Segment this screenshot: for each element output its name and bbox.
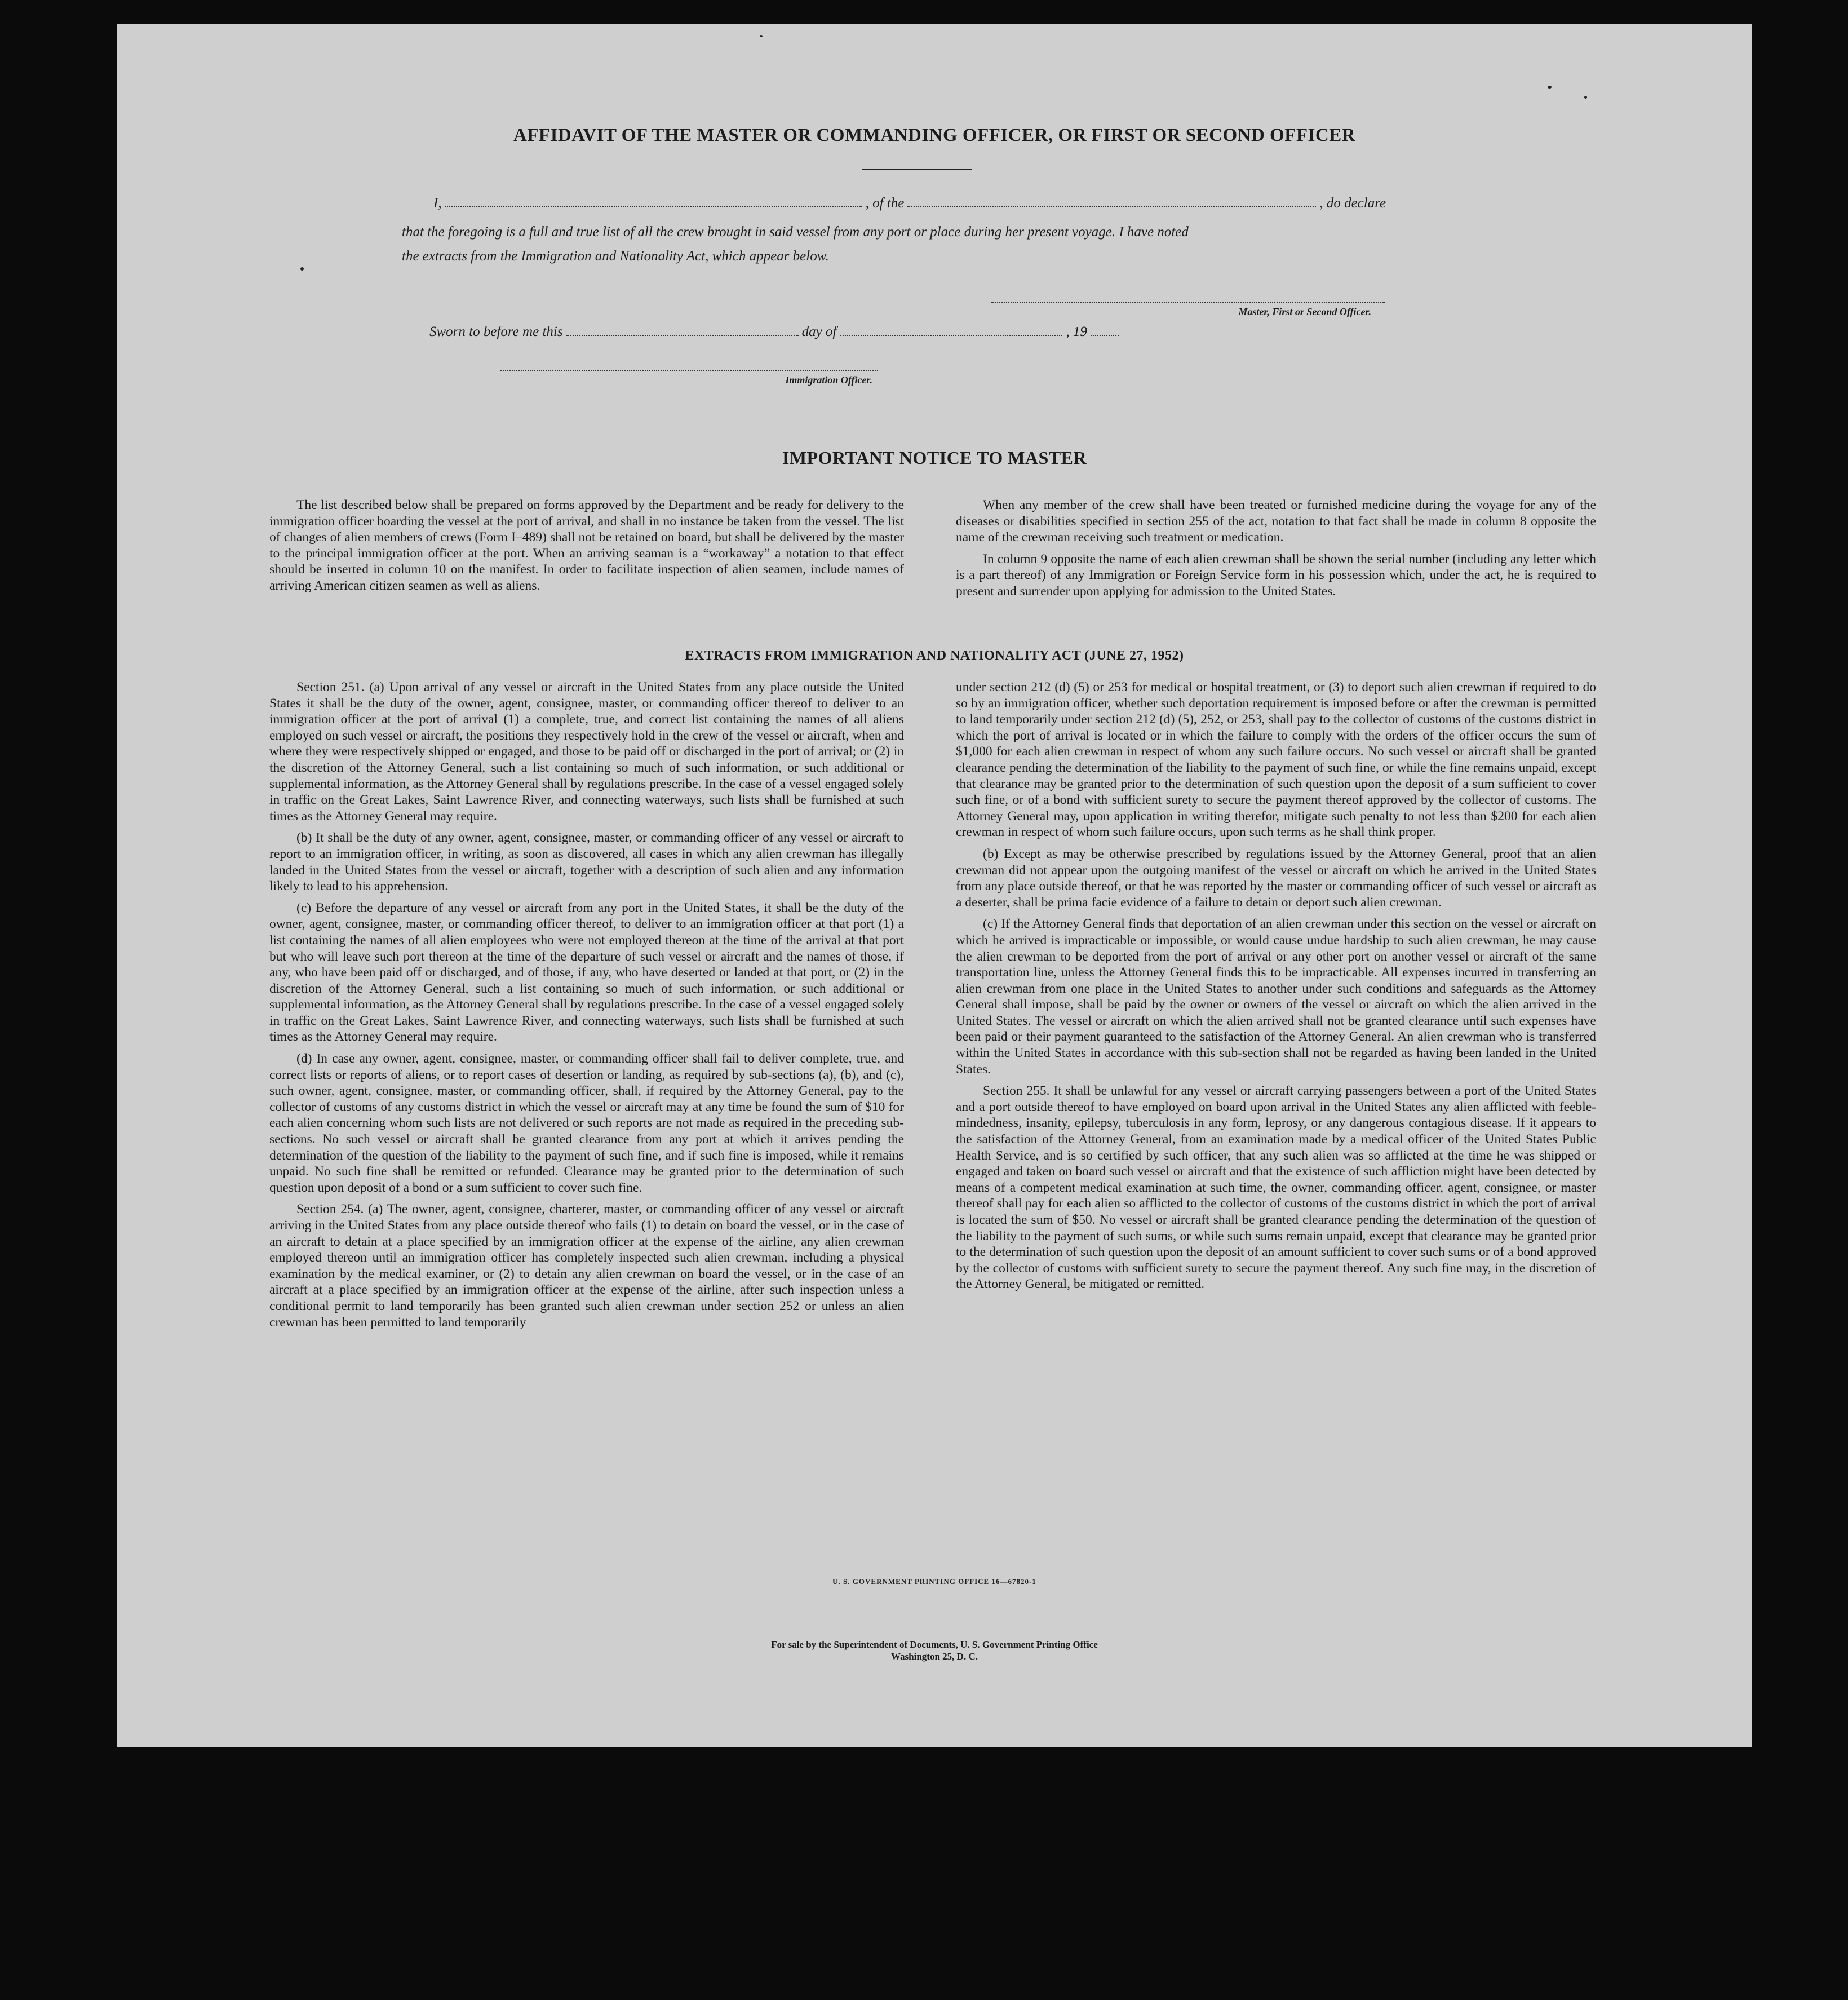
sworn-day-blank[interactable] xyxy=(566,333,799,336)
affidavit-title: AFFIDAVIT OF THE MASTER OR COMMANDING OFFICER, OR FIRST OR SECOND OFFICER xyxy=(513,125,1356,145)
section-254-a-continued: under section 212 (d) (5) or 253 for medical or hospital treatment, or (3) to deport such alien crewman if required to do so by an immigration officer, whether such deportation requirement is imposed before or after the crewman is permitted to land temporarily under section 212 (d) (5), 252, or 253, shall pay to the collector of customs of the customs district in which the port of arrival is located or in which the failure to comply with the orders of the officer occurs the sum of $1,000 for each alien crewman in respect of whom any such failure occurs. No such vessel or aircraft shall be granted clearance pending the determination of the liability to the payment of such fine, or while the fine remains unpaid, except that clearance may be granted prior to the determination of such question upon the deposit of a sum sufficient to cover such fine, or of a bond with sufficient surety to secure the payment thereof approved by the collector of customs. The Attorney General may, upon application in writing therefor, mitigate such penalty to not less than $200 for each alien crewman in respect of whom such failure occurs, upon such terms as he shall think proper. xyxy=(956,680,1596,840)
section-251-d: (d) In case any owner, agent, consignee, master, or commanding officer shall fail to deliver complete, true, and correct lists or reports of aliens, or to report cases of desertion or landing, as required by sub-sections (a), (b), and (c), such owner, agent, consignee, master, or commanding officer, shall, if required by the Attorney General, pay to the collector of customs of any customs district in which the vessel or aircraft may at any time be found the sum of $10 for each alien concerning whom such lists are not delivered or such reports are not made as required in the preceding sub-sections. No such vessel or aircraft shall be granted clearance from any port at which it arrives pending the determination of the question of the liability to the payment of such fine, and if such fine is imposed, while it remains unpaid. No such fine shall be remitted or refunded. Clearance may be granted prior to the determination of such question upon deposit of a bond or a sum sufficient to cover such fine. xyxy=(269,1051,904,1195)
title-rule xyxy=(862,169,972,170)
declare-of-the-label: , of the xyxy=(865,196,905,211)
sworn-label: Sworn to before me this xyxy=(429,324,563,339)
sworn-year-blank[interactable] xyxy=(1091,333,1119,336)
section-254-a: Section 254. (a) The owner, agent, consignee, charterer, master, or commanding officer of any vessel or aircraft arriving in the United States from any place outside thereof who fails (1) to detain on board the vessel, or in the case of an aircraft to detain at a place specified by an immigration officer at the expense of the airline, any alien crewman employed thereon until an immigration officer has completely inspected such alien crewman, including a physical examination by the medical examiner, or (2) to detain any alien crewman on board the vessel, or in the case of an aircraft at a place specified by an immigration officer at the expense of the airline, after such inspection unless a conditional permit to land temporarily has been granted such alien crewman under section 252 or unless an alien crewman has been permitted to land temporarily xyxy=(269,1202,904,1330)
notice-left-column xyxy=(269,497,904,600)
section-254-b: (b) Except as may be otherwise prescribed by regulations issued by the Attorney General, proof that an alien crewman did not appear upon the outgoing manifest of the vessel or aircraft on which he arrived in the United States from any place outside thereof, or that he was reported by the master or commanding officer of such vessel or aircraft as a deserter, shall be prima facie evidence of a failure to detain or deport such alien crewman. xyxy=(956,846,1596,910)
document-page xyxy=(117,24,1752,1747)
officer-signature-line[interactable] xyxy=(500,370,878,371)
notice-right-column xyxy=(956,497,1596,605)
declare-end-label: , do declare xyxy=(1319,196,1386,211)
declaration-line xyxy=(433,196,1386,211)
master-signature-label: Master, First or Second Officer. xyxy=(1238,306,1371,317)
section-251-a: Section 251. (a) Upon arrival of any vessel or aircraft in the United States from any place outside the United States it shall be the duty of the owner, agent, consignee, master, or commanding officer thereof to deliver to an immigration officer at the port of arrival (1) a complete, true, and correct list containing the names of all aliens employed on such vessel or aircraft, the positions they respectively hold in the crew of the vessel or aircraft, when and where they were respectively shipped or engaged, and those to be paid off or discharged in the port of arrival; or (2) in the discretion of the Attorney General, such a list containing so much of such information, or such additional or supplemental information, as the Attorney General shall by regulations prescribe. In the case of a vessel engaged solely in traffic on the Great Lakes, Saint Lawrence River, and connecting waterways, such lists shall be furnished at such times as the Attorney General may require. xyxy=(269,680,904,824)
notice-title: IMPORTANT NOTICE TO MASTER xyxy=(782,448,1087,468)
scan-speck xyxy=(1584,96,1587,99)
section-255: Section 255. It shall be unlawful for any vessel or aircraft carrying passengers between a port of the United States and a port outside thereof to have employed on board upon arrival in the United States any alien afflicted with feeble-mindedness, insanity, epilepsy, tuberculosis in any form, leprosy, or any dangerous contagious disease. If it appears to the satisfaction of the Attorney General, from an examination made by a medical officer of the United States Public Health Service, and is so certified by such officer, that any such alien was so afflicted at the time he was shipped or engaged and taken on board such vessel or aircraft and that the existence of such affliction might have been detected by means of a competent medical examination at such time, the owner, commanding officer, agent, consignee, or master thereof shall pay for each alien so afflicted to the collector of customs of the customs district in which the port of arrival is located the sum of $50. No vessel or aircraft shall be granted clearance pending the determination of the question of the liability to the payment of such sums, or while such sums remain unpaid, except that clearance may be granted prior to the determination of such question upon the deposit of an amount sufficient to cover such sums or of a bond approved by the collector of customs with sufficient surety to secure the payment thereof. Any such fine may, in the discretion of the Attorney General, be mitigated or remitted. xyxy=(956,1083,1596,1292)
section-254-c: (c) If the Attorney General finds that deportation of an alien crewman under this section on the vessel or aircraft on which he arrived is impracticable or impossible, or would cause undue hardship to such alien crewman, he may cause the alien crewman to be deported from the port of arrival or any other port on another vessel or aircraft of the same transportation line, unless the Attorney General finds this to be impracticable. All expenses incurred in transferring an alien crewman from one place in the United States to another under such conditions and safeguards as the Attorney General shall impose, shall be paid by the owner or owners of the vessel or aircraft on which the alien arrived in the United States. The vessel or aircraft on which the alien arrived shall not be granted clearance until such expenses have been paid or their payment guaranteed to the satisfaction of the Attorney General. An alien crewman who is transferred within the United States in accordance with this sub-section shall not be regarded as having been landed in the United States. xyxy=(956,917,1596,1077)
scan-speck xyxy=(1548,86,1552,89)
sale-line-1: For sale by the Superintendent of Documents, U. S. Government Printing Office xyxy=(771,1639,1098,1650)
statement-line-2: the extracts from the Immigration and Nationality Act, which appear below. xyxy=(402,249,829,264)
notice-right-paragraph-1: When any member of the crew shall have been treated or furnished medicine during the voyage for any of the diseases or disabilities specified in section 255 of the act, notation to that fact shall be made in column 8 opposite the name of the crewman receiving such treatment or medication. xyxy=(956,498,1596,545)
sale-line-2: Washington 25, D. C. xyxy=(891,1651,978,1662)
sworn-month-blank[interactable] xyxy=(840,333,1062,336)
notice-right-paragraph-2: In column 9 opposite the name of each alien crewman shall be shown the serial number (including any letter which is a part thereof) of any Immigration or Foreign Service form in his possession which, under the act, he is required to present and surrender upon applying for admission to the United States. xyxy=(956,551,1596,599)
notice-left-paragraph: The list described below shall be prepared on forms approved by the Department and be ready for delivery to the immigration officer boarding the vessel at the port of arrival, and shall in no instance be taken from the vessel. The list of changes of alien members of crews (Form I–489) shall not be retained on board, but shall be delivered by the master to the principal immigration officer at the port. When an arriving seaman is a “workaway” a notation to that effect should be inserted in column 10 on the manifest. In order to facilitate inspection of alien seamen, include names of arriving American citizen seamen as well as aliens. xyxy=(269,498,904,593)
sworn-line xyxy=(429,324,1122,340)
year-label: , 19 xyxy=(1066,324,1087,339)
section-251-c: (c) Before the departure of any vessel or aircraft from any port in the United States, it shall be the duty of the owner, agent, consignee, master, or commanding officer thereof, to deliver to an immigration officer at that port (1) a list containing the names of all alien employees who were not employed thereon at the time of the arrival at that port but who will leave such port thereon at the time of the departure of such vessel or aircraft and the names of those, if any, who have been paid off or discharged, and of those, if any, who have deserted or landed at that port, or (2) in the discretion of the Attorney General, such a list containing so much of such information, or such additional or supplemental information, as the Attorney General shall by regulations prescribe. In the case of a vessel engaged solely in traffic on the Great Lakes, Saint Lawrence River, and connecting waterways, such lists shall be furnished at such times as the Attorney General may require. xyxy=(269,900,904,1045)
vessel-blank[interactable] xyxy=(907,204,1316,207)
day-of-label: day of xyxy=(801,324,837,339)
extracts-right-column xyxy=(956,679,1596,1298)
extracts-left-column xyxy=(269,679,904,1336)
printing-office-imprint: U. S. GOVERNMENT PRINTING OFFICE 16—67820-1 xyxy=(832,1577,1036,1586)
master-signature-line[interactable] xyxy=(991,302,1385,303)
section-251-b: (b) It shall be the duty of any owner, agent, consignee, master, or commanding officer of any vessel or aircraft to report to an immigration officer, in writing, as soon as discovered, all cases in which any alien crewman has illegally landed in the United States from the vessel or aircraft, together with a description of such alien and any information likely to lead to his apprehension. xyxy=(269,830,904,894)
statement-line-1: that the foregoing is a full and true list of all the crew brought in said vessel from any port or place during her present voyage. I have noted xyxy=(402,224,1189,240)
declare-i-label: I, xyxy=(433,196,442,211)
scan-speck xyxy=(300,267,304,271)
name-blank[interactable] xyxy=(445,204,862,207)
scan-speck xyxy=(760,35,763,37)
officer-signature-label: Immigration Officer. xyxy=(785,374,872,386)
extracts-title: EXTRACTS FROM IMMIGRATION AND NATIONALITY ACT (JUNE 27, 1952) xyxy=(685,648,1184,663)
